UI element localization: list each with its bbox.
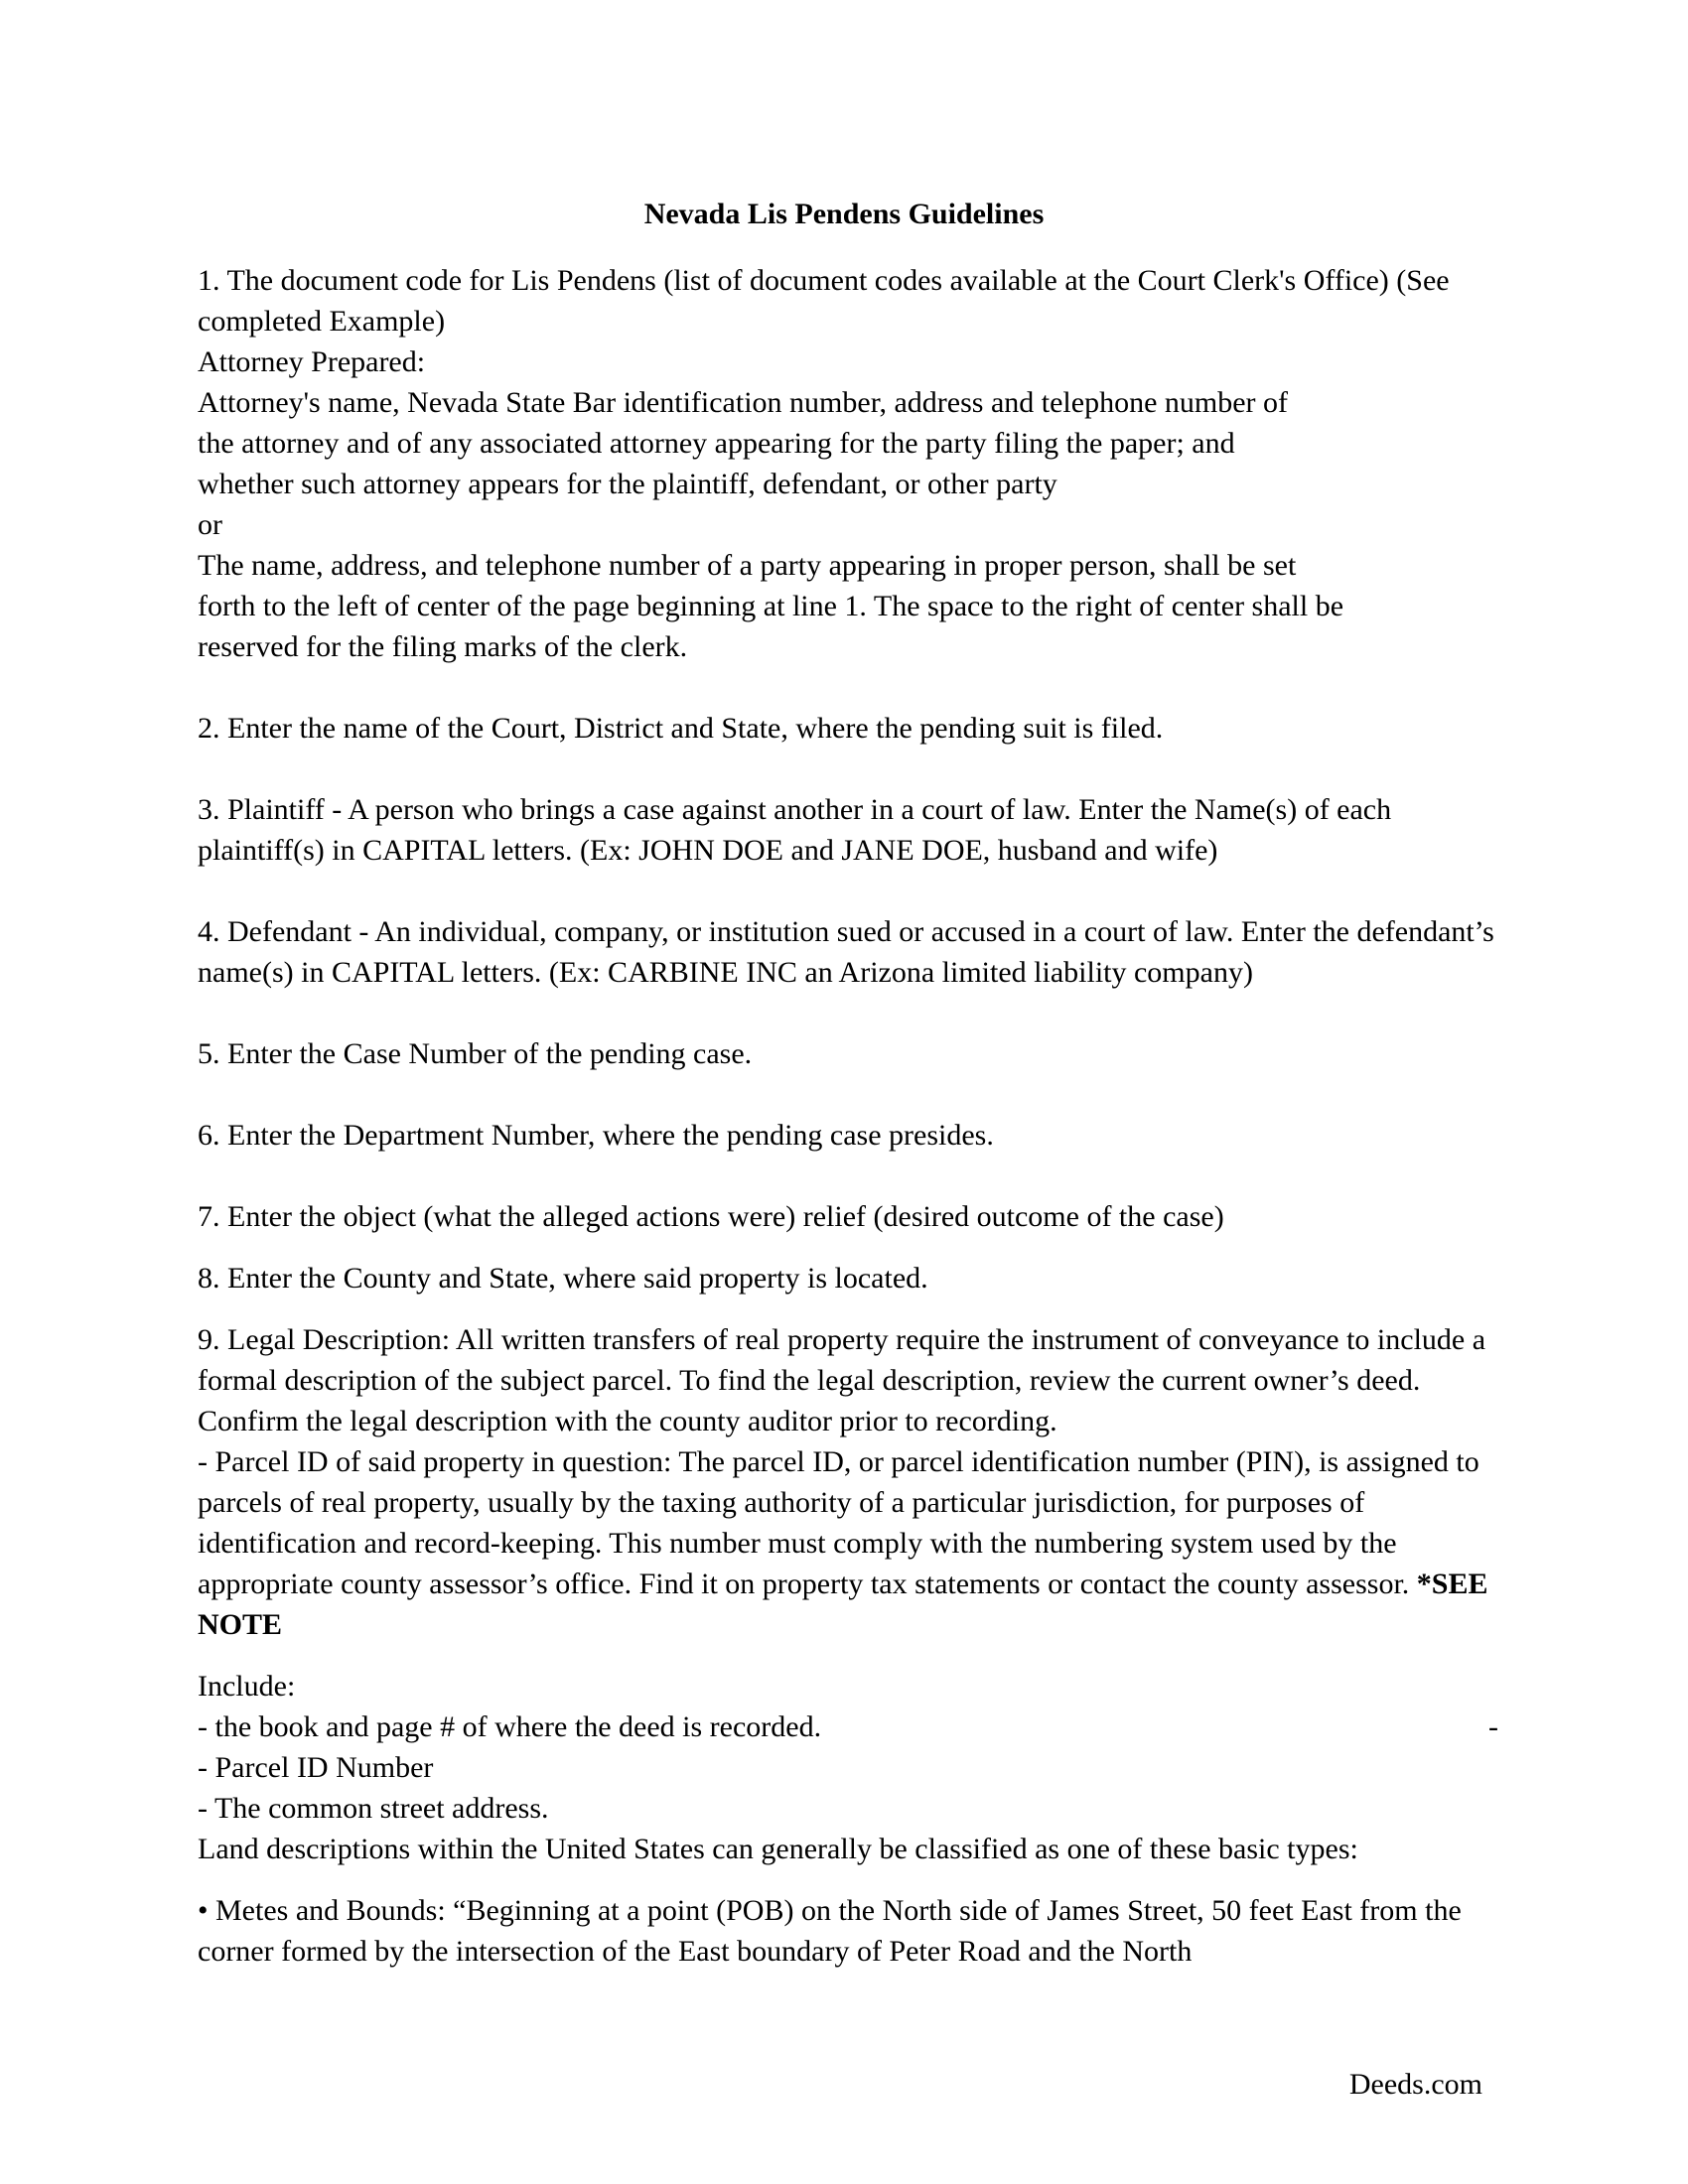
item-7: 7. Enter the object (what the alleged actions were) relief (desired outcome of the case) — [198, 1200, 1224, 1233]
item-2: 2. Enter the name of the Court, District and State, where the pending suit is filed. — [198, 712, 1164, 745]
item-9-legal-description: 9. Legal Description: All written transfers of real property require the instrument of conveyance to include a formal description of the subject parcel. To find the legal description, review the current owner’s deed. Confirm the legal description with the county auditor prior to recording. — [198, 1323, 1486, 1437]
item-6: 6. Enter the Department Number, where the pending case presides. — [198, 1119, 994, 1152]
metes-and-bounds-text: • Metes and Bounds: “Beginning at a point (POB) on the North side of James Street, 50 feet East from the corner formed by the intersection of the East boundary of Peter Road and the North — [198, 1894, 1462, 1968]
include-item: - The common street address. — [198, 1792, 549, 1825]
item-8: 8. Enter the County and State, where said property is located. — [198, 1262, 928, 1295]
footer-brand: Deeds.com — [1348, 2068, 1482, 2101]
trailing-dash: - — [1488, 1710, 1498, 1743]
see-note: *SEE NOTE — [198, 1568, 1488, 1641]
document-body — [198, 260, 1498, 1972]
document-title: Nevada Lis Pendens Guidelines — [643, 198, 1045, 230]
item-4: 4. Defendant - An individual, company, or institution sued or accused in a court of law. Enter the defendant’s name(s) in CAPITAL letters. (Ex: CARBINE INC an Arizona limited liability company) — [198, 915, 1494, 989]
attorney-prepared-heading: Attorney Prepared: — [198, 345, 426, 378]
include-item — [198, 1706, 1498, 1747]
include-item: - Parcel ID Number — [198, 1751, 434, 1784]
item-1-intro: 1. The document code for Lis Pendens (list of document codes available at the Court Clerk's Office) (See completed Example) — [198, 264, 1450, 338]
proper-person-text: The name, address, and telephone number of a party appearing in proper person, shall be set forth to the left of center of the page beginning at line 1. The space to the right of center shall be reserved for the filing marks of the clerk. — [198, 549, 1344, 663]
item-9-parcel-id — [198, 1441, 1498, 1645]
item-3: 3. Plaintiff - A person who brings a case against another in a court of law. Enter the Name(s) of each plaintiff(s) in CAPITAL letters. (Ex: JOHN DOE and JANE DOE, husband and wife) — [198, 793, 1392, 867]
land-descriptions-text: Land descriptions within the United States can generally be classified as one of these basic types: — [198, 1833, 1358, 1865]
attorney-prepared-text: Attorney's name, Nevada State Bar identification number, address and telephone number of the attorney and of any associated attorney appearing for the party filing the paper; and whether such attorney appears for the plaintiff, defendant, or other party — [198, 386, 1289, 500]
include-item-text: - the book and page # of where the deed is recorded. — [198, 1710, 822, 1743]
parcel-id-text: - Parcel ID of said property in question: The parcel ID, or parcel identification number (PIN), is assigned to parcels of real property, usually by the taxing authority of a particular jurisdiction, for purposes of identification and record-keeping. This number must comply with the numbering system used by the appropriate county assessor’s office. Find it on property tax statements or contact the county assessor. — [198, 1445, 1479, 1600]
item-5: 5. Enter the Case Number of the pending case. — [198, 1037, 753, 1070]
or-separator: or — [198, 508, 222, 541]
include-heading: Include: — [198, 1670, 296, 1703]
